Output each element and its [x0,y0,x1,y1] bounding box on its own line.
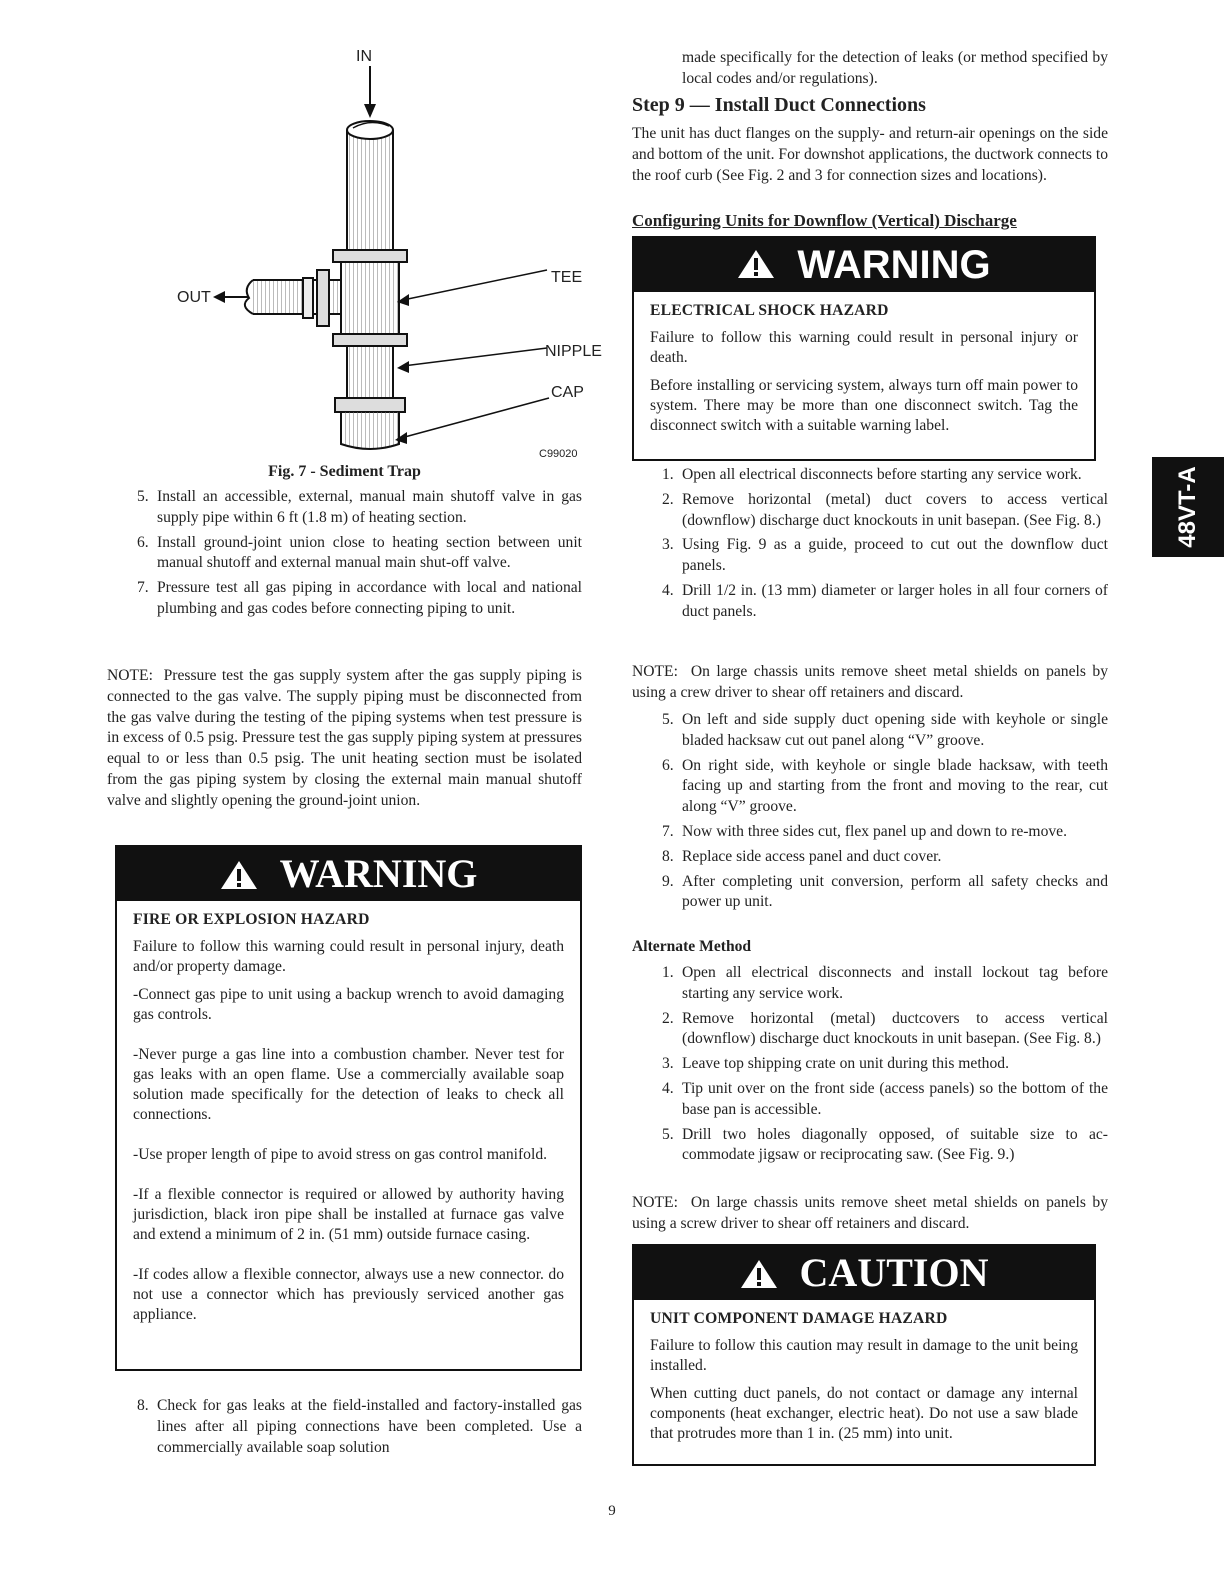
list-item: 5. On left and side supply duct opening side with keyhole or single bladed hacksaw cut out panel along “V” groove. [662,711,1108,749]
warning-paragraph: -Connect gas pipe to unit using a backup wrench to avoid damaging gas controls. [133,986,564,1023]
warning-paragraph: -If a flexible connector is required or allowed by authority having jurisdiction, black iron pipe shall be installed at furnace gas valve and extend a minimum of 2 in. (51 mm) outside furnace casing. [133,1186,564,1243]
electrical-warning-box [632,236,1096,461]
warning-title: WARNING [279,851,478,896]
warning-triangle-icon [737,240,775,294]
label-cap: CAP [551,384,584,401]
list-item: 1. Open all electrical disconnects and install lockout tag before starting any service work. [662,964,1108,1002]
warning-title: WARNING [797,243,991,287]
list-item: 5. Drill two holes diagonally opposed, of suitable size to ac-commodate jigsaw or reciprocating saw. (See Fig. 9.) [662,1125,1108,1164]
warning-paragraph: -Use proper length of pipe to avoid stress on gas control manifold. [133,1146,548,1163]
warning-header [634,238,1094,292]
list-item: 7. Pressure test all gas piping in accordance with local and national plumbing and gas codes before connecting piping to unit. [137,579,582,617]
downflow-steps-b [632,710,1108,917]
list-item: 1. Open all electrical disconnects before starting any service work. [662,466,1082,483]
caution-paragraph: When cutting duct panels, do not contact or damage any internal components (heat exchanger, electric heat). Do not use a saw blade that protrudes more than 1 in. (25 mm) into unit. [650,1385,1078,1442]
label-out: OUT [177,289,211,306]
list-item: 8. Replace side access panel and duct cover. [662,847,942,865]
sediment-trap-figure [157,48,602,468]
step-8 [107,1396,582,1462]
list-item: 9. After completing unit conversion, perform all safety checks and power up unit. [662,872,1108,911]
warning-triangle-icon [740,1250,778,1304]
step-9-text: The unit has duct flanges on the supply- and return-air openings on the side and bottom of the unit. For downshot applications, the ductwork connects to the roof curb (See Fig. 2 and 3 for connection sizes and locations). [632,125,1108,184]
list-item: 8. Check for gas leaks at the field-installed and factory-installed gas lines after all piping connections have been completed. Use a commercially available soap solution [137,1397,582,1456]
caution-paragraph: Failure to follow this caution may result in damage to the unit being installed. [650,1337,1078,1374]
hazard-title: ELECTRICAL SHOCK HAZARD [650,302,889,319]
page-number: 9 [608,1503,616,1519]
warning-paragraph: -If codes allow a flexible connector, always use a new connector. do not use a connector which has previously serviced another gas appliance. [133,1266,564,1323]
sediment-trap-diagram [157,48,587,468]
fire-warning-box [115,845,582,1371]
label-in: IN [356,48,372,65]
caution-header [634,1246,1094,1300]
downflow-steps-a [632,465,1108,627]
section-tab: 48VT-A [1152,457,1224,557]
warning-paragraph: Failure to follow this warning could result in personal injury or death. [650,329,1078,366]
caution-box [632,1244,1096,1466]
list-item: 3. Leave top shipping crate on unit during this method. [662,1055,1009,1073]
caution-title: CAUTION [799,1250,989,1295]
note-pressure-test: NOTE: Pressure test the gas supply system after the gas supply piping is connected to the gas valve. The supply piping must be disconnected from the gas valve during the testing of the piping systems when test pressure is in excess of 0.5 psig. Pressure test the gas supply piping system at pressures equal to or less than 0.5 psig. The unit heating section must be isolated from the gas piping system by closing the external main manual shutoff valve and slightly opening the ground-joint union. [107,667,583,809]
figure-code: C99020 [539,448,578,460]
note-label: NOTE: [632,663,678,680]
step-9-heading: Step 9 — Install Duct Connections [632,94,926,116]
hazard-title: UNIT COMPONENT DAMAGE HAZARD [650,1310,948,1327]
warning-paragraph: Before installing or servicing system, always turn off main power to system. There may be more than one disconnect switch. Tag the disconnect switch with a suitable warning label. [650,377,1078,434]
note-label: NOTE: [107,667,153,684]
list-item: 4. Tip unit over on the front side (access panels) so the bottom of the base pan is accessible. [662,1079,1108,1118]
note-shields-2: NOTE: On large chassis units remove sheet metal shields on panels by using a screw driver to shear off retainers and discard. [632,1194,1108,1232]
downflow-subheading: Configuring Units for Downflow (Vertical) Discharge [632,211,1017,230]
hazard-title: FIRE OR EXPLOSION HAZARD [133,911,370,928]
alternate-steps [632,963,1108,1170]
warning-header [117,847,580,901]
list-item: 7. Now with three sides cut, flex panel up and down to re-move. [662,822,1067,840]
warning-triangle-icon [220,851,258,905]
left-steps [107,487,582,624]
label-tee: TEE [551,269,583,286]
label-nipple: NIPPLE [545,343,602,360]
list-item: 2. Remove horizontal (metal) duct covers to access vertical (downflow) discharge duct knockouts in unit basepan. (See Fig. 8.) [662,490,1108,529]
list-item: 6. On right side, with keyhole or single blade hacksaw, with teeth facing up and starting from the front and moving to the rear, cut along “V” groove. [662,756,1108,816]
list-item: 4. Drill 1/2 in. (13 mm) diameter or larger holes in all four corners of duct panels. [662,581,1108,620]
warning-paragraph: -Never purge a gas line into a combustion chamber. Never test for gas leaks with an open flame. Use a commercially available soap solution made specifically for the detection of leaks to check all connections. [133,1046,564,1123]
note-shields-1: NOTE: On large chassis units remove sheet metal shields on panels by using a crew driver to shear off retainers and discard. [632,663,1108,701]
list-item: 5. Install an accessible, external, manual main shutoff valve in gas supply pipe within 6 ft (1.8 m) of heating section. [137,488,582,526]
list-item: 2. Remove horizontal (metal) ductcovers to access vertical (downflow) discharge duct knockouts in unit basepan. (See Fig. 8.) [662,1009,1108,1048]
warning-paragraph: Failure to follow this warning could result in personal injury, death and/or property damage. [133,938,564,975]
note-label: NOTE: [632,1194,678,1211]
list-item: 3. Using Fig. 9 as a guide, proceed to cut out the downflow duct panels. [662,536,1108,575]
step-8-continuation: made specifically for the detection of leaks (or method specified by local codes and/or regulations). [682,49,1108,87]
list-item: 6. Install ground-joint union close to heating section between unit manual shutoff and external manual main shut-off valve. [137,533,582,572]
figure-caption: Fig. 7 - Sediment Trap [268,463,421,480]
alternate-method-heading: Alternate Method [632,938,752,955]
